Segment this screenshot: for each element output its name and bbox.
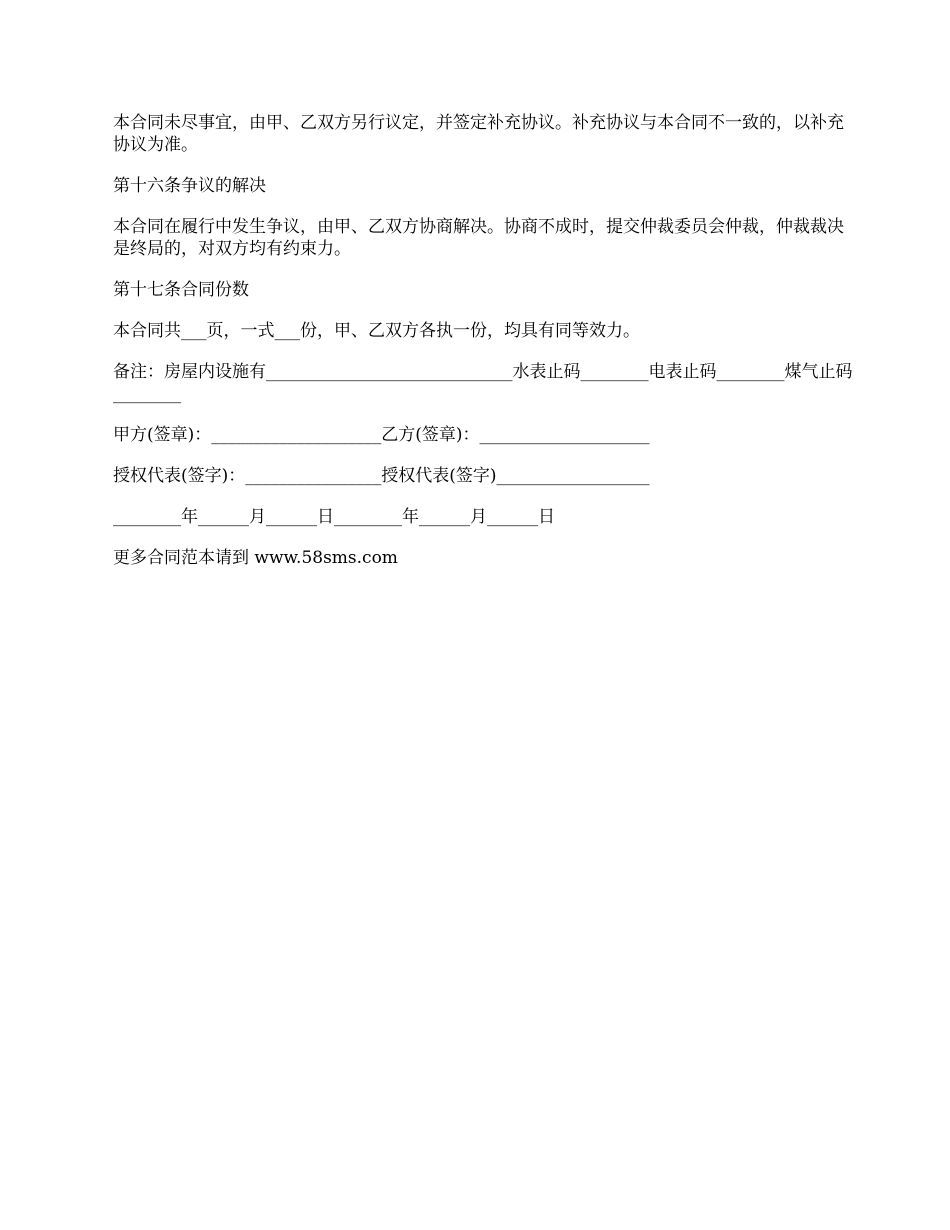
date-line: ________年______月______日________年______月______日 bbox=[113, 507, 555, 527]
dispute-resolution-clause: 本合同在履行中发生争议，由甲、乙双方协商解决。协商不成时，提交仲裁委员会仲裁，仲裁裁决是终局的，对双方均有约束力。 bbox=[113, 217, 844, 259]
website-footer-note: 更多合同范本请到 www.58sms.com bbox=[113, 548, 398, 568]
document-page bbox=[113, 112, 853, 588]
party-signature-line: 甲方(签章)：____________________乙方(签章)：____________________ bbox=[113, 425, 650, 445]
article-17-heading: 第十七条合同份数 bbox=[113, 280, 249, 300]
remarks-meter-readings: 备注：房屋内设施有_____________________________水表止码________电表止码________煤气止码________ bbox=[113, 362, 853, 404]
contract-copies-clause: 本合同共___页，一式___份，甲、乙双方各执一份，均具有同等效力。 bbox=[113, 321, 640, 341]
article-16-heading: 第十六条争议的解决 bbox=[113, 176, 266, 196]
authorized-representative-line: 授权代表(签字)：________________授权代表(签字)__________________ bbox=[113, 466, 650, 486]
supplementary-agreement-clause: 本合同未尽事宜，由甲、乙双方另行议定，并签定补充协议。补充协议与本合同不一致的，以补充协议为准。 bbox=[113, 113, 844, 155]
